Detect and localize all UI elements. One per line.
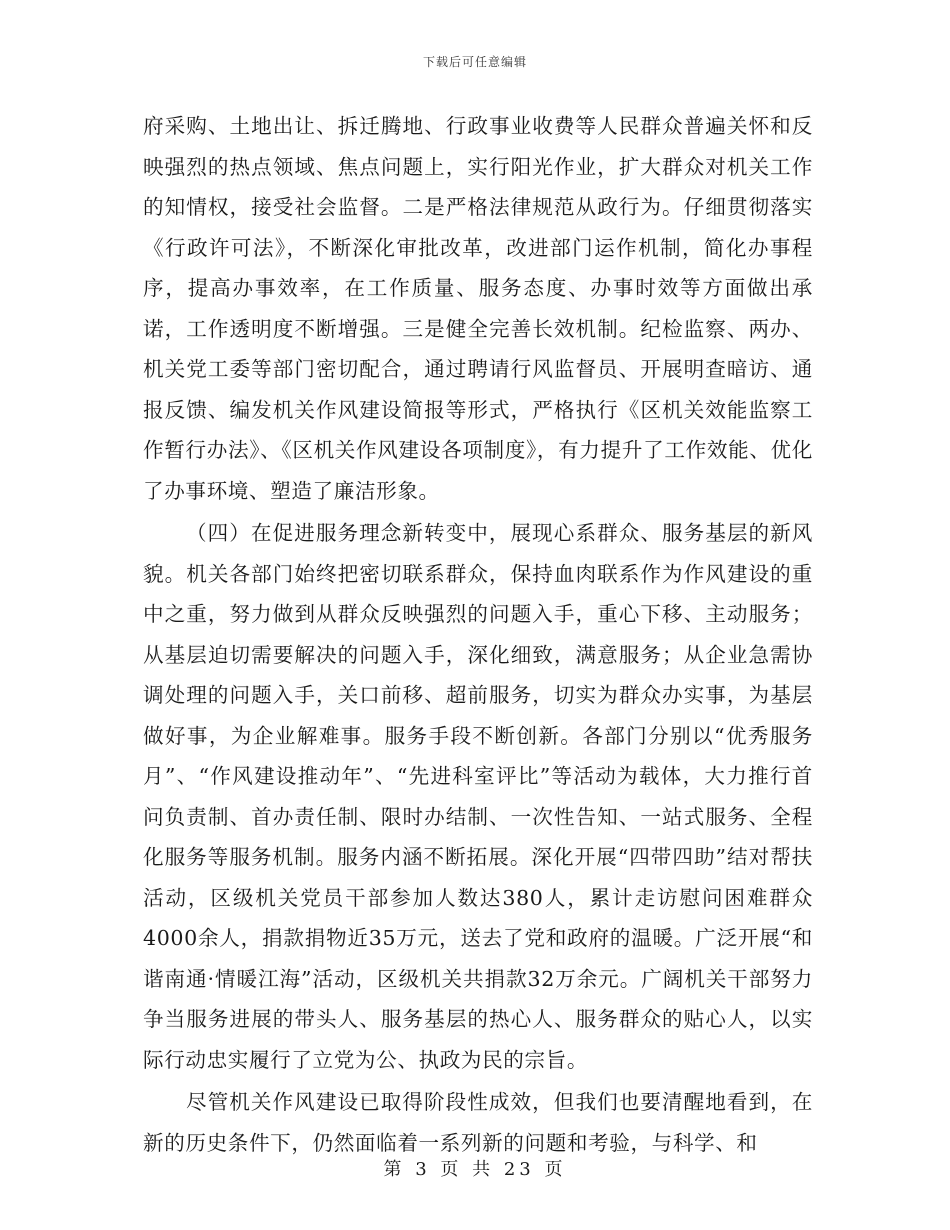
paragraph-conclusion: 尽管机关作风建设已取得阶段性成效，但我们也要清醒地看到，在新的历史条件下，仍然面临着一系列新的问题和考验，与科学、和 — [143, 1090, 813, 1155]
paragraph-continued: 府采购、土地出让、拆迁腾地、行政事业收费等人民群众普遍关怀和反映强烈的热点领域、焦点问题上，实行阳光作业，扩大群众对机关工作的知情权，接受社会监督。二是严格法律规范从政行为。仔细贯彻落实《行政许可法》，不断深化审批改革，改进部门运作机制，简化办事程序，提高办事效率，在工作质量、服务态度、办事时效等方面做出承诺，工作透明度不断增强。三是健全完善长效机制。纪检监察、两办、机关党工委等部门密切配合，通过聘请行风监督员、开展明查暗访、通报反馈、编发机关作风建设简报等形式，严格执行《区机关效能监察工作暂行办法》、《区机关作风建设各项制度》，有力提升了工作效能、优化了办事环境、塑造了廉洁形象。 — [143, 114, 813, 503]
document-body — [143, 106, 813, 1163]
page-header: 下载后可任意编辑 — [422, 55, 527, 69]
paragraph-section-four: （四）在促进服务理念新转变中，展现心系群众、服务基层的新风貌。机关各部门始终把密切联系群众，保持血肉联系作为作风建设的重中之重，努力做到从群众反映强烈的问题入手，重心下移、主动服务；从基层迫切需要解决的问题入手，深化细致，满意服务；从企业急需协调处理的问题入手，关口前移、超前服务，切实为群众办实事，为基层做好事，为企业解难事。服务手段不断创新。各部门分别以“优秀服务月”、“作风建设推动年”、“先进科室评比”等活动为载体，大力推行首问负责制、首办责任制、限时办结制、一次性告知、一站式服务、全程化服务等服务机制。服务内涵不断拓展。深化开展“四带四助”结对帮扶活动，区级机关党员干部参加人数达380人，累计走访慰问困难群众4000余人，捐款捐物近35万元，送去了党和政府的温暖。广泛开展“和谐南通·情暖江海”活动，区级机关共捐款32万余元。广阔机关干部努力争当服务进展的带头人、服务基层的热心人、服务群众的贴心人，以实际行动忠实履行了立党为公、执政为民的宗旨。 — [143, 521, 813, 1072]
page-footer: 第 3 页 共 23 页 — [383, 1159, 567, 1180]
